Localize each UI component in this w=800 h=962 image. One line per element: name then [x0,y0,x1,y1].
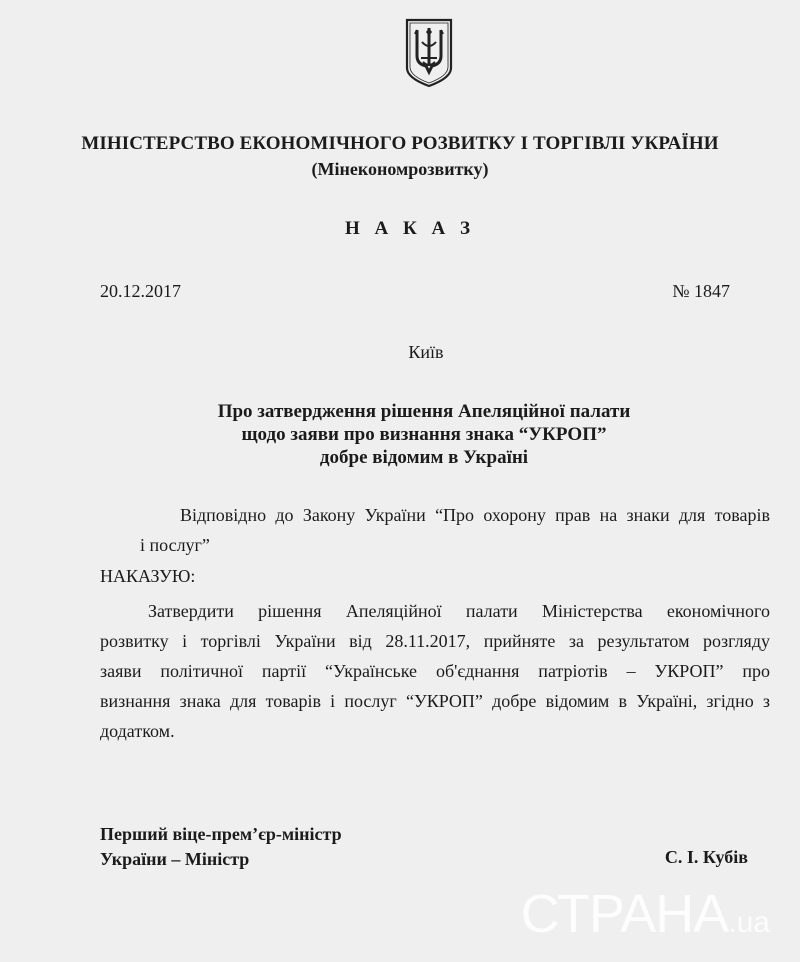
paragraph-line: визнання знака для товарів і послуг “УКРОП” добре відомим в Україні, згідно з [100,691,770,711]
document-date: 20.12.2017 [100,281,181,301]
signatory-title-line: Перший віце-прем’єр-міністр [100,824,342,844]
watermark-tld: .ua [728,906,770,939]
trident-coat-of-arms-icon [402,16,456,88]
paragraph-line: Затвердити рішення Апеляційної палати Міністерства економічного [148,601,770,621]
signatory-title-line: України – Міністр [100,849,250,869]
signatory-title [100,822,342,872]
subject-line: щодо заяви про визнання знака “УКРОП” [241,424,607,445]
document-subject [24,400,800,469]
paragraph-line: додатком. [100,721,175,741]
paragraph-decision [100,596,770,746]
signatory-name: С. І. Кубів [664,847,748,867]
watermark-logo [521,883,770,945]
watermark-main: СТРАНА [520,884,729,944]
paragraph-basis [100,500,770,560]
paragraph-line: Відповідно до Закону України “Про охорону прав на знаки для товарів [180,505,770,525]
ministry-short-name: (Мінекономрозвитку) [311,159,489,179]
ministry-name: МІНІСТЕРСТВО ЕКОНОМІЧНОГО РОЗВИТКУ І ТОРГІВЛІ УКРАЇНИ [81,133,719,154]
paragraph-line: заяви політичної партії “Українське об'єднання патріотів – УКРОП” про [100,661,770,681]
paragraph-line: і послуг” [140,535,210,555]
document-type: Н А К А З [344,218,476,239]
paragraph-line: розвитку і торгівлі України від 28.11.2017, прийняте за результатом розгляду [100,631,770,651]
subject-line: Про затвердження рішення Апеляційної палати [217,401,631,422]
subject-line: добре відомим в Україні [319,447,529,468]
document-city: Київ [408,342,444,362]
document-number: № 1847 [672,281,730,301]
order-word: НАКАЗУЮ: [100,566,196,586]
